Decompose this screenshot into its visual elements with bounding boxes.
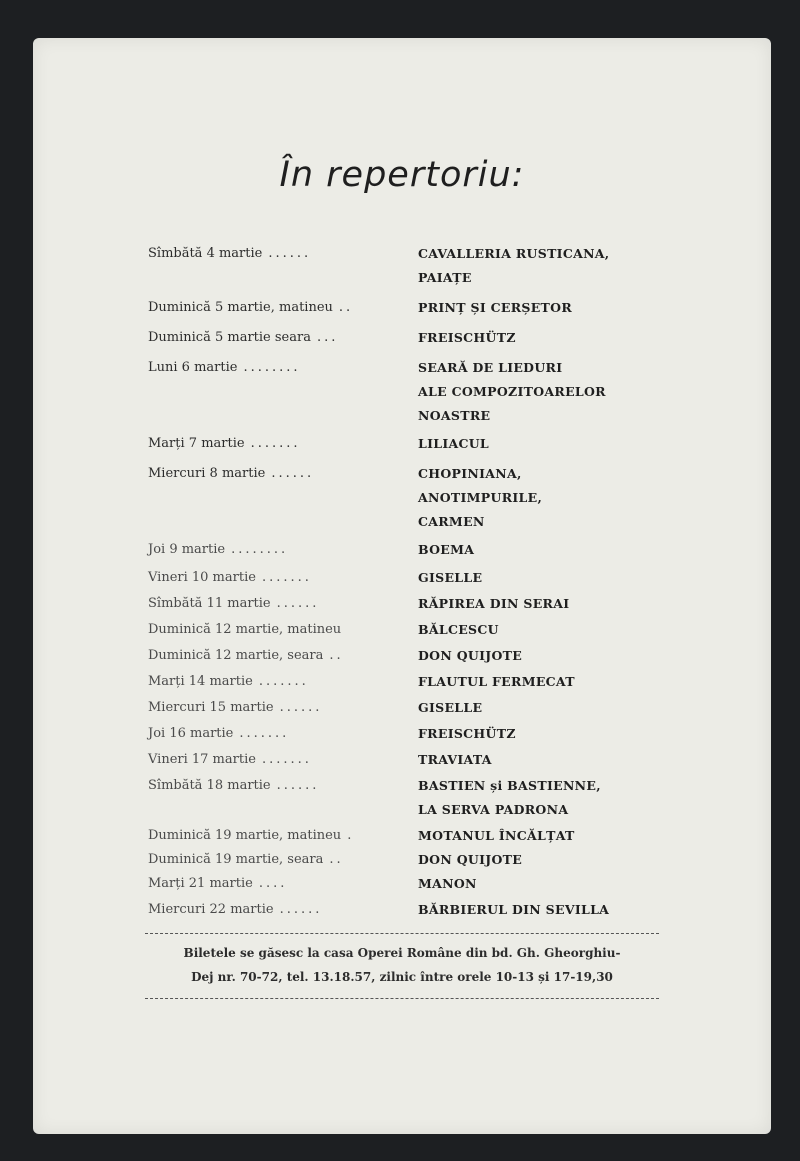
performance-title-line: RĂPIREA DIN SERAI bbox=[418, 596, 570, 611]
performance-title-line: SEARĂ DE LIEDURI bbox=[418, 360, 563, 375]
performance-title bbox=[418, 696, 482, 720]
performance-date bbox=[148, 752, 312, 767]
performance-date-text: Sîmbătă 11 martie bbox=[148, 596, 271, 611]
performance-title bbox=[418, 566, 482, 590]
performance-title-line: FREISCHÜTZ bbox=[418, 330, 516, 345]
performance-title bbox=[418, 356, 606, 428]
performance-title-line: GISELLE bbox=[418, 700, 483, 715]
performance-date-text: Sîmbătă 4 martie bbox=[148, 246, 263, 261]
performance-title-line: ANOTIMPURILE, bbox=[418, 490, 543, 505]
dot-leader: ...... bbox=[271, 466, 315, 481]
dot-leader: ....... bbox=[261, 570, 312, 585]
performance-date bbox=[148, 466, 314, 481]
performance-title-line: FLAUTUL FERMECAT bbox=[418, 674, 575, 689]
dot-leader: ....... bbox=[261, 752, 312, 767]
performance-title-line: PRINȚ ȘI CERȘETOR bbox=[418, 300, 573, 315]
performance-date bbox=[148, 300, 353, 315]
performance-date-text: Joi 16 martie bbox=[148, 726, 234, 741]
performance-date bbox=[148, 828, 354, 843]
performance-date bbox=[148, 570, 312, 585]
performance-date bbox=[148, 596, 319, 611]
performance-title-line: CHOPINIANA, bbox=[418, 466, 522, 481]
performance-title-line: BASTIEN și BASTIENNE, bbox=[418, 778, 601, 793]
performance-date bbox=[148, 700, 322, 715]
performance-title-line: MOTANUL ÎNCĂLȚAT bbox=[418, 828, 575, 843]
dot-leader: ...... bbox=[279, 902, 323, 917]
performance-title-line: LA SERVA PADRONA bbox=[418, 802, 569, 817]
performance-date-text: Luni 6 martie bbox=[148, 360, 238, 375]
performance-date bbox=[148, 876, 287, 891]
performance-title-line: TRAVIATA bbox=[418, 752, 492, 767]
performance-date-text: Duminică 19 martie, seara bbox=[148, 852, 324, 867]
program-page bbox=[33, 38, 771, 1134]
performance-title bbox=[418, 722, 516, 746]
dot-leader: ....... bbox=[258, 674, 309, 689]
performance-date bbox=[148, 360, 301, 375]
performance-date-text: Duminică 12 martie, matineu bbox=[148, 622, 342, 637]
performance-title-line: MANON bbox=[418, 876, 477, 891]
divider-top bbox=[145, 933, 659, 934]
performance-date-text: Vineri 17 martie bbox=[148, 752, 256, 767]
performance-date-text: Vineri 10 martie bbox=[148, 570, 256, 585]
performance-title bbox=[418, 538, 474, 562]
performance-title-line: ALE COMPOZITOARELOR bbox=[418, 384, 606, 399]
dot-leader: .. bbox=[329, 648, 344, 663]
performance-title bbox=[418, 592, 569, 616]
performance-date bbox=[148, 436, 301, 451]
dot-leader: ....... bbox=[250, 436, 301, 451]
performance-title bbox=[418, 670, 575, 694]
performance-date bbox=[148, 542, 288, 557]
dot-leader: ...... bbox=[276, 778, 320, 793]
performance-title bbox=[418, 618, 499, 642]
performance-date-text: Miercuri 15 martie bbox=[148, 700, 274, 715]
performance-title-line: NOASTRE bbox=[418, 408, 491, 423]
dot-leader: ... bbox=[316, 330, 339, 345]
performance-date-text: Miercuri 22 martie bbox=[148, 902, 274, 917]
performance-date bbox=[148, 648, 344, 663]
performance-title bbox=[418, 296, 572, 320]
performance-date-text: Duminică 12 martie, seara bbox=[148, 648, 324, 663]
performance-title-line: CARMEN bbox=[418, 514, 485, 529]
performance-title-line: LILIACUL bbox=[418, 436, 490, 451]
dot-leader: ...... bbox=[279, 700, 323, 715]
performance-date bbox=[148, 674, 309, 689]
performance-title bbox=[418, 824, 575, 848]
page-title: În repertoriu: bbox=[279, 155, 525, 195]
performance-date bbox=[148, 330, 338, 345]
performance-date-text: Sîmbătă 18 martie bbox=[148, 778, 271, 793]
performance-date-text: Duminică 5 martie, matineu bbox=[148, 300, 333, 315]
dot-leader: .. bbox=[338, 300, 354, 315]
performance-title bbox=[418, 848, 522, 872]
performance-date-text: Duminică 19 martie, matineu bbox=[148, 828, 342, 843]
performance-date-text: Marți 7 martie bbox=[148, 436, 245, 451]
divider-bottom bbox=[145, 998, 659, 999]
performance-date-text: Marți 14 martie bbox=[148, 674, 253, 689]
performance-title-line: PAIAȚE bbox=[418, 270, 472, 285]
ticket-info-line-1: Biletele se găsesc la casa Operei Române din bd. Gh. Gheorghiu- bbox=[183, 946, 621, 960]
performance-title-line: CAVALLERIA RUSTICANA, bbox=[418, 246, 610, 261]
performance-title-line: BĂLCESCU bbox=[418, 622, 499, 637]
performance-date-text: Duminică 5 martie seara bbox=[148, 330, 311, 345]
performance-title bbox=[418, 898, 609, 922]
performance-title-line: BĂRBIERUL DIN SEVILLA bbox=[418, 902, 610, 917]
performance-date bbox=[148, 726, 289, 741]
performance-date bbox=[148, 902, 322, 917]
performance-title bbox=[418, 774, 601, 822]
performance-title-line: GISELLE bbox=[418, 570, 483, 585]
dot-leader: . bbox=[347, 828, 355, 843]
performance-title-line: DON QUIJOTE bbox=[418, 852, 523, 867]
performance-date bbox=[148, 852, 344, 867]
ticket-info-line-2: Dej nr. 70-72, tel. 13.18.57, zilnic între orele 10-13 și 17-19,30 bbox=[191, 970, 613, 984]
performance-date-text: Miercuri 8 martie bbox=[148, 466, 266, 481]
performance-title-line: DON QUIJOTE bbox=[418, 648, 523, 663]
performance-title-line: FREISCHÜTZ bbox=[418, 726, 516, 741]
performance-title-line: BOEMA bbox=[418, 542, 475, 557]
performance-title bbox=[418, 326, 516, 350]
dot-leader: ........ bbox=[243, 360, 301, 375]
performance-date bbox=[148, 246, 311, 261]
dot-leader: ....... bbox=[239, 726, 290, 741]
performance-date-text: Joi 9 martie bbox=[148, 542, 226, 557]
dot-leader: .... bbox=[258, 876, 288, 891]
performance-title bbox=[418, 462, 542, 534]
performance-title bbox=[418, 748, 492, 772]
dot-leader: .. bbox=[329, 852, 344, 867]
performance-date-text: Marți 21 martie bbox=[148, 876, 253, 891]
dot-leader: ...... bbox=[276, 596, 320, 611]
performance-title bbox=[418, 242, 609, 290]
performance-date bbox=[148, 622, 347, 637]
dot-leader: ...... bbox=[268, 246, 312, 261]
performance-date bbox=[148, 778, 319, 793]
performance-title bbox=[418, 432, 489, 456]
ticket-info bbox=[145, 941, 659, 989]
performance-title bbox=[418, 644, 522, 668]
performance-title bbox=[418, 872, 477, 896]
dot-leader: ........ bbox=[231, 542, 289, 557]
